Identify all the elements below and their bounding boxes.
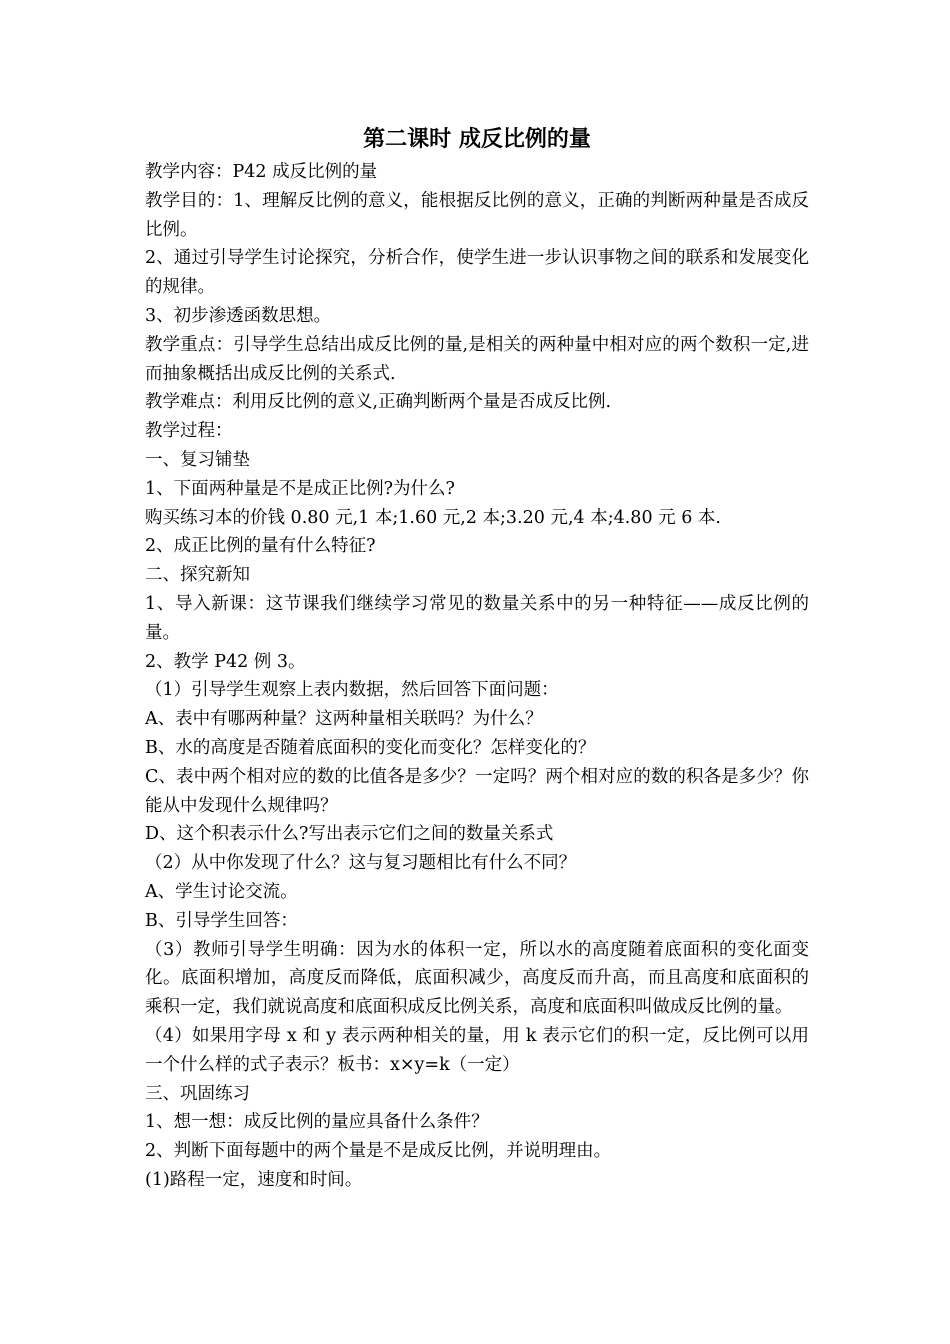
paragraph-review-data: 购买练习本的价钱 0.80 元,1 本;1.60 元,2 本;3.20 元,4 本;4.80 元 6 本. [145, 507, 721, 528]
paragraph-explore-step4: （4）如果用字母 x 和 y 表示两种相关的量，用 k 表示它们的积一定，反比例可以用一个什么样的式子表示？板书：x×y=k（一定） [145, 1025, 809, 1075]
section-heading-explore: 二、探究新知 [145, 565, 250, 586]
paragraph-teaching-content: 教学内容：P42 成反比例的量 [145, 162, 378, 182]
paragraph-explore-example: 2、教学 P42 例 3。 [145, 651, 306, 672]
paragraph-practice-q1: 1、想一想：成反比例的量应具备什么条件？ [145, 1112, 489, 1133]
paragraph-process-heading: 教学过程： [145, 421, 233, 442]
paragraph-question-b: B、水的高度是否随着底面积的变化而变化？怎样变化的？ [145, 737, 596, 758]
paragraph-teaching-goal-3: 3、初步渗透函数思想。 [145, 305, 332, 326]
paragraph-explore-step2: （2）从中你发现了什么？这与复习题相比有什么不同？ [145, 853, 577, 874]
paragraph-explore-step1: （1）引导学生观察上表内数据，然后回答下面问题： [145, 680, 559, 701]
paragraph-explore-intro: 1、导入新课：这节课我们继续学习常见的数量关系中的另一种特征——成反比例的量。 [145, 593, 809, 643]
paragraph-practice-item1: (1)路程一定，速度和时间。 [145, 1169, 363, 1190]
document-page [145, 122, 809, 1195]
paragraph-teaching-goal-2: 2、通过引导学生讨论探究，分析合作，使学生进一步认识事物之间的联系和发展变化的规律。 [145, 248, 809, 298]
document-title: 第二课时 成反比例的量 [363, 127, 591, 152]
paragraph-difficulty: 教学难点：利用反比例的意义,正确判断两个量是否成反比例. [145, 392, 612, 413]
section-heading-practice: 三、巩固练习 [145, 1083, 250, 1104]
paragraph-review-q2: 2、成正比例的量有什么特征? [145, 536, 376, 557]
paragraph-question-c: C、表中两个相对应的数的比值各是多少？一定吗？两个相对应的数的积各是多少？你能从中发现什么规律吗？ [145, 766, 809, 816]
paragraph-question-a: A、表中有哪两种量？这两种量相关联吗？为什么？ [145, 709, 543, 730]
paragraph-review-q1: 1、下面两种量是不是成正比例?为什么? [145, 478, 455, 499]
paragraph-key-point: 教学重点：引导学生总结出成反比例的量,是相关的两种量中相对应的两个数积一定,进而抽象概括出成反比例的关系式. [145, 334, 809, 384]
paragraph-explore-step3: （3）教师引导学生明确：因为水的体积一定，所以水的高度随着底面积的变化面变化。底面积增加，高度反而降低，底面积减少，高度反而升高，而且高度和底面积的乘积一定，我们就说高度和底面积成反比例关系，高度和底面积叫做成反比例的量。 [145, 939, 809, 1018]
paragraph-teaching-goal-1: 教学目的：1、理解反比例的意义，能根据反比例的意义，正确的判断两种量是否成反比例。 [145, 190, 809, 240]
paragraph-practice-q2: 2、判断下面每题中的两个量是不是成反比例，并说明理由。 [145, 1141, 612, 1162]
section-heading-review: 一、复习铺垫 [145, 449, 250, 470]
paragraph-step2-b: B、引导学生回答： [145, 910, 298, 931]
paragraph-question-d: D、这个积表示什么?写出表示它们之间的数量关系式 [145, 824, 554, 845]
paragraph-step2-a: A、学生讨论交流。 [145, 881, 298, 902]
